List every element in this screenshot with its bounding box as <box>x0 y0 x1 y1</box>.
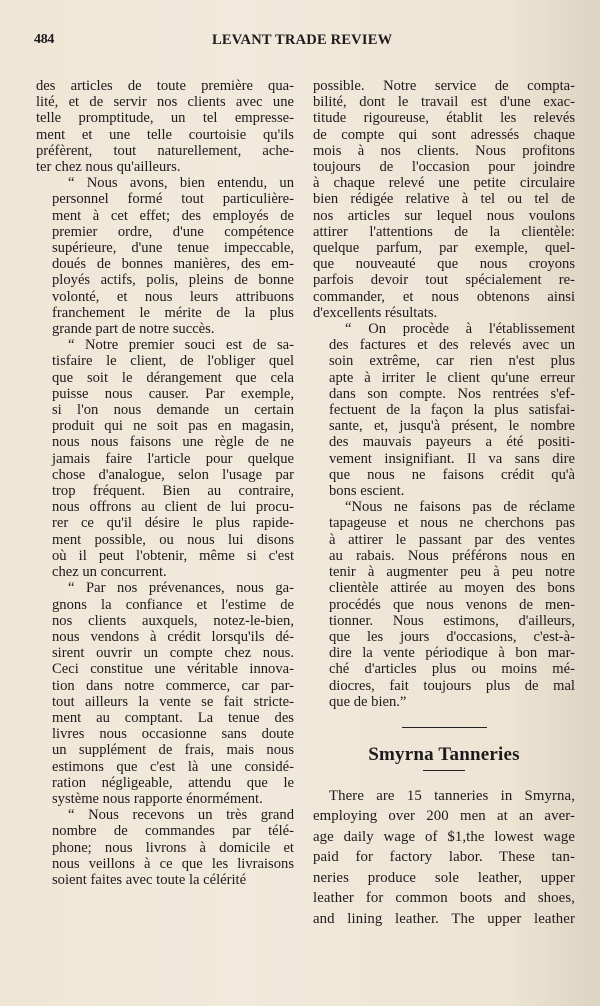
text-line: à chaque relevé une petite circulaire <box>313 175 575 192</box>
text-line: personnel formé tout particulière- <box>52 191 294 208</box>
text-line: vement insignifiant. Il va sans dire <box>329 450 575 467</box>
left-column <box>36 78 294 888</box>
text-line: diocres, fait toujours plus de mal <box>329 677 575 694</box>
text-line: que nous ne faisons crédit qu'à <box>329 466 575 483</box>
paragraph <box>36 807 294 888</box>
text-line: nous offrons au client de lui procu- <box>52 499 294 516</box>
text-line: lité, et de servir nos clients avec une <box>36 94 294 111</box>
french-article-continuation <box>313 78 575 710</box>
text-line: There are 15 tanneries in Smyrna, <box>329 787 575 804</box>
text-line: “ Notre premier souci est de sa- <box>68 337 294 354</box>
text-line: commander, et nous obtenons ainsi <box>313 288 575 305</box>
text-line: préfèrent, tout naturellement, ache- <box>36 142 294 159</box>
section-title: Smyrna Tanneries <box>368 743 520 765</box>
text-line: des mauvais payeurs a été positi- <box>329 434 575 451</box>
text-line: soient faites avec toute la célérité <box>52 871 247 888</box>
text-line: tisfaire le client, de l'obliger quel <box>52 353 294 370</box>
text-line: “Nous ne faisons pas de réclame <box>345 499 575 516</box>
paragraph <box>313 499 575 710</box>
text-line: Ceci constitue une véritable innova- <box>52 661 294 678</box>
text-line: parfois devoir tout spécialement re- <box>313 272 575 289</box>
text-line: bilité, dont le travail est d'une exac- <box>313 94 575 111</box>
text-line: que nouveauté que nous croyons <box>313 256 575 273</box>
text-line: tenir à augmenter peu à peu notre <box>329 564 575 581</box>
text-line: attirer l'attentions de la clientèle: <box>313 223 575 240</box>
text-line: puisse nous causer. Par exemple, <box>52 385 294 402</box>
title-underline <box>423 770 465 771</box>
text-line: nombre de commandes par télé- <box>52 823 294 840</box>
text-line: de compte qui sont adressés chaque <box>313 126 575 143</box>
text-line: que de bien.” <box>329 693 407 710</box>
text-line: fectuent de la façon la plus satisfai- <box>329 402 575 419</box>
text-line: ration négligeable, attendu que le <box>52 774 294 791</box>
text-line: franchement le mérite de la plus <box>52 304 294 321</box>
text-line: à attirer le passant par des ventes <box>329 531 575 548</box>
text-line: ment à cet effet; des employés de <box>52 207 294 224</box>
text-line: volonté, et nous leurs attribuons <box>52 288 294 305</box>
text-line: paid for factory labor. These tan- <box>313 849 575 866</box>
text-line: sante, et, jusqu'à présent, le nombre <box>329 418 575 435</box>
text-line: système nous rapporte énormément. <box>52 790 263 807</box>
text-line: “ Nous avons, bien entendu, un <box>68 175 294 192</box>
text-line: nous vendons à crédit lorsqu'ils dé- <box>52 628 294 645</box>
text-line: chez un concurrent. <box>52 564 167 581</box>
smyrna-tanneries-article <box>313 786 575 930</box>
text-line: livres nous occasionne sans doute <box>52 726 294 743</box>
text-line: chose d'analogue, selon l'usage par <box>52 466 294 483</box>
page-header <box>34 32 554 52</box>
text-line: où il peut l'obtenir, même si c'est <box>52 547 294 564</box>
paragraph <box>36 580 294 807</box>
text-line: apte à irriter le client qu'une erreur <box>329 369 575 386</box>
text-line: nous veillons à ce que les livraisons <box>52 855 294 872</box>
right-column <box>313 78 575 929</box>
text-line: “ Par nos prévenances, nous ga- <box>68 580 294 597</box>
text-line: age daily wage of $1,the lowest wage <box>313 828 575 845</box>
page-number: 484 <box>34 32 55 47</box>
paragraph <box>36 337 294 580</box>
text-line: tionner. Nous estimons, d'ailleurs, <box>329 612 575 629</box>
text-line: tout ailleurs la vente se fait stricte- <box>52 693 294 710</box>
paragraph <box>36 78 294 175</box>
text-line: soin extrême, car rien n'est plus <box>329 353 575 370</box>
text-line: possible. Notre service de compta- <box>313 78 575 94</box>
text-line: clientèle attirée au moyen des bons <box>329 580 575 597</box>
text-line: grande part de notre succès. <box>52 321 215 338</box>
text-line: phone; nous livrons à domicile et <box>52 839 294 856</box>
paragraph <box>313 78 575 321</box>
text-line: ployés actifs, polis, pleins de bonne <box>52 272 294 289</box>
text-line: si l'on nous demande un certain <box>52 402 294 419</box>
text-line: mois à nos clients. Nous profitons <box>313 142 575 159</box>
text-line: telle promptitude, un tel empresse- <box>36 110 294 127</box>
text-line: ment possible, ou nous lui disons <box>52 531 294 548</box>
journal-title: LEVANT TRADE REVIEW <box>212 32 393 48</box>
text-line: nos clients auxquels, notez-le-bien, <box>52 612 294 629</box>
text-line: toujours de l'occasion pour joindre <box>313 159 575 176</box>
text-line: produit qui ne soit pas en magasin, <box>52 418 294 435</box>
text-line: nous nous faisons une règle de ne <box>52 434 294 451</box>
text-line: gnons la confiance et l'estime de <box>52 596 294 613</box>
text-line: au rabais. Nous préférons nous en <box>329 547 575 564</box>
text-line: estimons que c'est là une considé- <box>52 758 294 775</box>
text-line: neries produce sole leather, upper <box>313 869 575 886</box>
text-line: premier ordre, d'une compétence <box>52 223 294 240</box>
text-line: ment et une telle courtoisie qu'ils <box>36 126 294 143</box>
text-line: d'excellents résultats. <box>313 304 438 321</box>
text-line: and lining leather. The upper leather <box>313 910 575 927</box>
text-line: supérieure, d'une tenue impeccable, <box>52 240 294 257</box>
text-line: tion dans notre commerce, car par- <box>52 677 294 694</box>
text-line: des factures et des relevés avec un <box>329 337 575 354</box>
text-line: doués de bonnes manières, des em- <box>52 256 294 273</box>
text-line: sirent ouvrir un compte chez nous. <box>52 645 294 662</box>
text-line: trop fréquent. Bien au contraire, <box>52 483 294 500</box>
text-line: titude rigoureuse, établit les relevés <box>313 110 575 127</box>
text-line: nos articles sur lequel nous voulons <box>313 207 575 224</box>
text-line: jamais faire l'article pour quelque <box>52 450 294 467</box>
text-line: tapageuse et nous ne cherchons pas <box>329 515 575 532</box>
text-line: employing over 200 men at an aver- <box>313 808 575 825</box>
text-line: bons escient. <box>329 483 405 500</box>
text-line: que les jours d'occasions, c'est-à- <box>329 628 575 645</box>
text-line: “ Nous recevons un très grand <box>68 807 294 824</box>
paragraph <box>313 321 575 499</box>
text-line: que soit le dérangement que cela <box>52 369 294 386</box>
text-line: leather for common boots and shoes, <box>313 890 575 907</box>
text-line: des articles de toute première qua- <box>36 78 294 94</box>
paragraph <box>313 786 575 930</box>
text-line: dans son compte. Nos rentrées s'ef- <box>329 385 575 402</box>
text-line: rer ce qu'il désire le plus rapide- <box>52 515 294 532</box>
text-line: bien rédigée relative à tel ou tel de <box>313 191 575 208</box>
text-line: dire la vente périodique à bon mar- <box>329 645 575 662</box>
text-line: procédés que nous venons de men- <box>329 596 575 613</box>
text-line: ter chez nous qu'ailleurs. <box>36 159 181 176</box>
section-divider <box>402 727 487 728</box>
text-line: quelque parfum, par exemple, quel- <box>313 240 575 257</box>
text-line: un supplément de frais, mais nous <box>52 742 294 759</box>
paragraph <box>36 175 294 337</box>
text-line: ché d'articles plus ou moins mé- <box>329 661 575 678</box>
text-line: “ On procède à l'établissement <box>345 321 575 338</box>
text-line: ment au comptant. La tenue des <box>52 709 294 726</box>
